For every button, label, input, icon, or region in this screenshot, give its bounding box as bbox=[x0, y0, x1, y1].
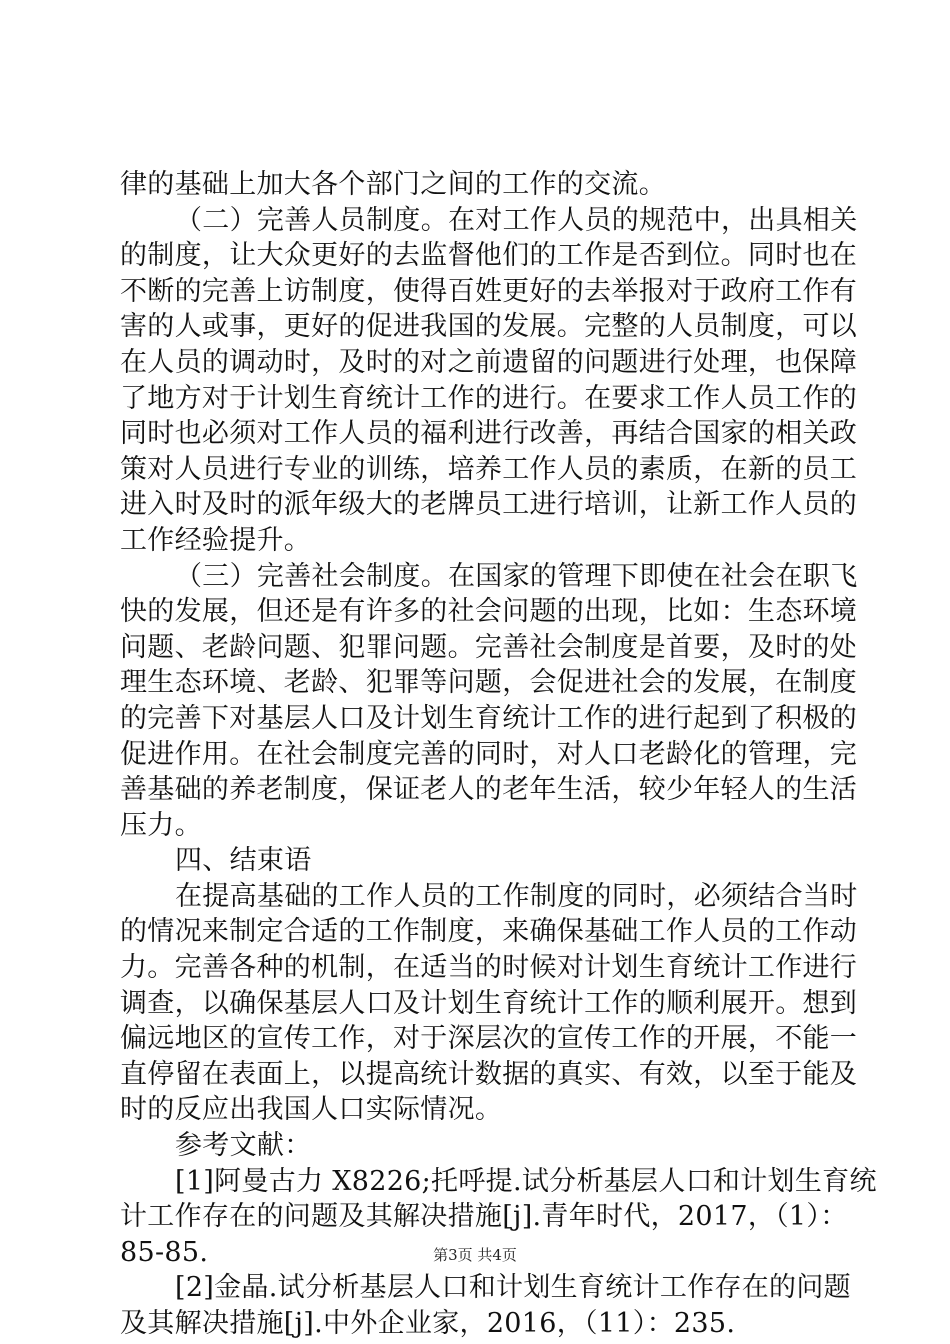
paragraph bbox=[120, 559, 858, 844]
text-line: 工作经验提升。 bbox=[120, 524, 312, 556]
text-line: 的制度，让大众更好的去监督他们的工作是否到位。同时也在 bbox=[120, 240, 858, 272]
text-line: 四、结束语 bbox=[175, 845, 312, 877]
text-line: 进入时及时的派年级大的老牌员工进行培训，让新工作人员的 bbox=[120, 489, 858, 521]
text-line: 了地方对于计划生育统计工作的进行。在要求工作人员工作的 bbox=[120, 382, 858, 414]
text-line: [1]阿曼古力 X8226;托呼提.试分析基层人口和计划生育统 bbox=[175, 1165, 877, 1197]
paragraph bbox=[120, 1128, 832, 1164]
text-line: 善基础的养老制度，保证老人的老年生活，较少年轻人的生活 bbox=[120, 774, 858, 806]
text-line: 在提高基础的工作人员的工作制度的同时，必须结合当时 bbox=[175, 880, 858, 912]
text-line: 及其解决措施[j].中外企业家，2016，（11）：235. bbox=[120, 1308, 736, 1339]
text-line: 快的发展，但还是有许多的社会问题的出现，比如：生态环境 bbox=[120, 596, 858, 628]
text-line: 在人员的调动时，及时的对之前遗留的问题进行处理，也保障 bbox=[120, 346, 858, 378]
text-line: （三）完善社会制度。在国家的管理下即使在社会在职飞 bbox=[175, 560, 858, 592]
page-number: 第3页 共4页 bbox=[433, 1246, 517, 1264]
paragraph bbox=[120, 203, 858, 559]
page-footer bbox=[0, 1244, 950, 1265]
text-line: 的完善下对基层人口及计划生育统计工作的进行起到了积极的 bbox=[120, 702, 858, 734]
paragraph bbox=[120, 1270, 851, 1341]
text-line: 85-85. bbox=[120, 1236, 209, 1268]
text-line: 不断的完善上访制度，使得百姓更好的去举报对于政府工作有 bbox=[120, 275, 858, 307]
text-line: 问题、老龄问题、犯罪问题。完善社会制度是首要，及时的处 bbox=[120, 631, 858, 663]
paragraph bbox=[120, 843, 832, 879]
text-line: 理生态环境、老龄、犯罪等问题，会促进社会的发展，在制度 bbox=[120, 667, 858, 699]
document-body bbox=[120, 167, 877, 1342]
text-line: 计工作存在的问题及其解决措施[j].青年时代，2017，（1）： bbox=[120, 1201, 848, 1233]
text-line: 害的人或事，更好的促进我国的发展。完整的人员制度，可以 bbox=[120, 311, 858, 343]
text-line: 律的基础上加大各个部门之间的工作的交流。 bbox=[120, 169, 666, 200]
text-line: 同时也必须对工作人员的福利进行改善，再结合国家的相关政 bbox=[120, 418, 858, 450]
text-line: 偏远地区的宣传工作，对于深层次的宣传工作的开展，不能一 bbox=[120, 1023, 858, 1055]
text-line: 时的反应出我国人口实际情况。 bbox=[120, 1094, 503, 1126]
paragraph bbox=[120, 167, 832, 203]
text-line: [2]金晶.试分析基层人口和计划生育统计工作存在的问题 bbox=[175, 1272, 851, 1304]
text-line: 调查，以确保基层人口及计划生育统计工作的顺利展开。想到 bbox=[120, 987, 858, 1019]
paragraph bbox=[120, 879, 858, 1128]
text-line: 力。完善各种的机制，在适当的时候对计划生育统计工作进行 bbox=[120, 952, 858, 984]
text-line: 参考文献： bbox=[175, 1130, 312, 1162]
text-line: 促进作用。在社会制度完善的同时，对人口老龄化的管理，完 bbox=[120, 738, 858, 770]
text-line: 策对人员进行专业的训练，培养工作人员的素质，在新的员工 bbox=[120, 453, 858, 485]
text-line: 的情况来制定合适的工作制度，来确保基础工作人员的工作动 bbox=[120, 916, 858, 948]
text-line: （二）完善人员制度。在对工作人员的规范中，出具相关 bbox=[175, 204, 858, 236]
text-line: 直停留在表面上，以提高统计数据的真实、有效，以至于能及 bbox=[120, 1058, 858, 1090]
text-line: 压力。 bbox=[120, 809, 202, 841]
